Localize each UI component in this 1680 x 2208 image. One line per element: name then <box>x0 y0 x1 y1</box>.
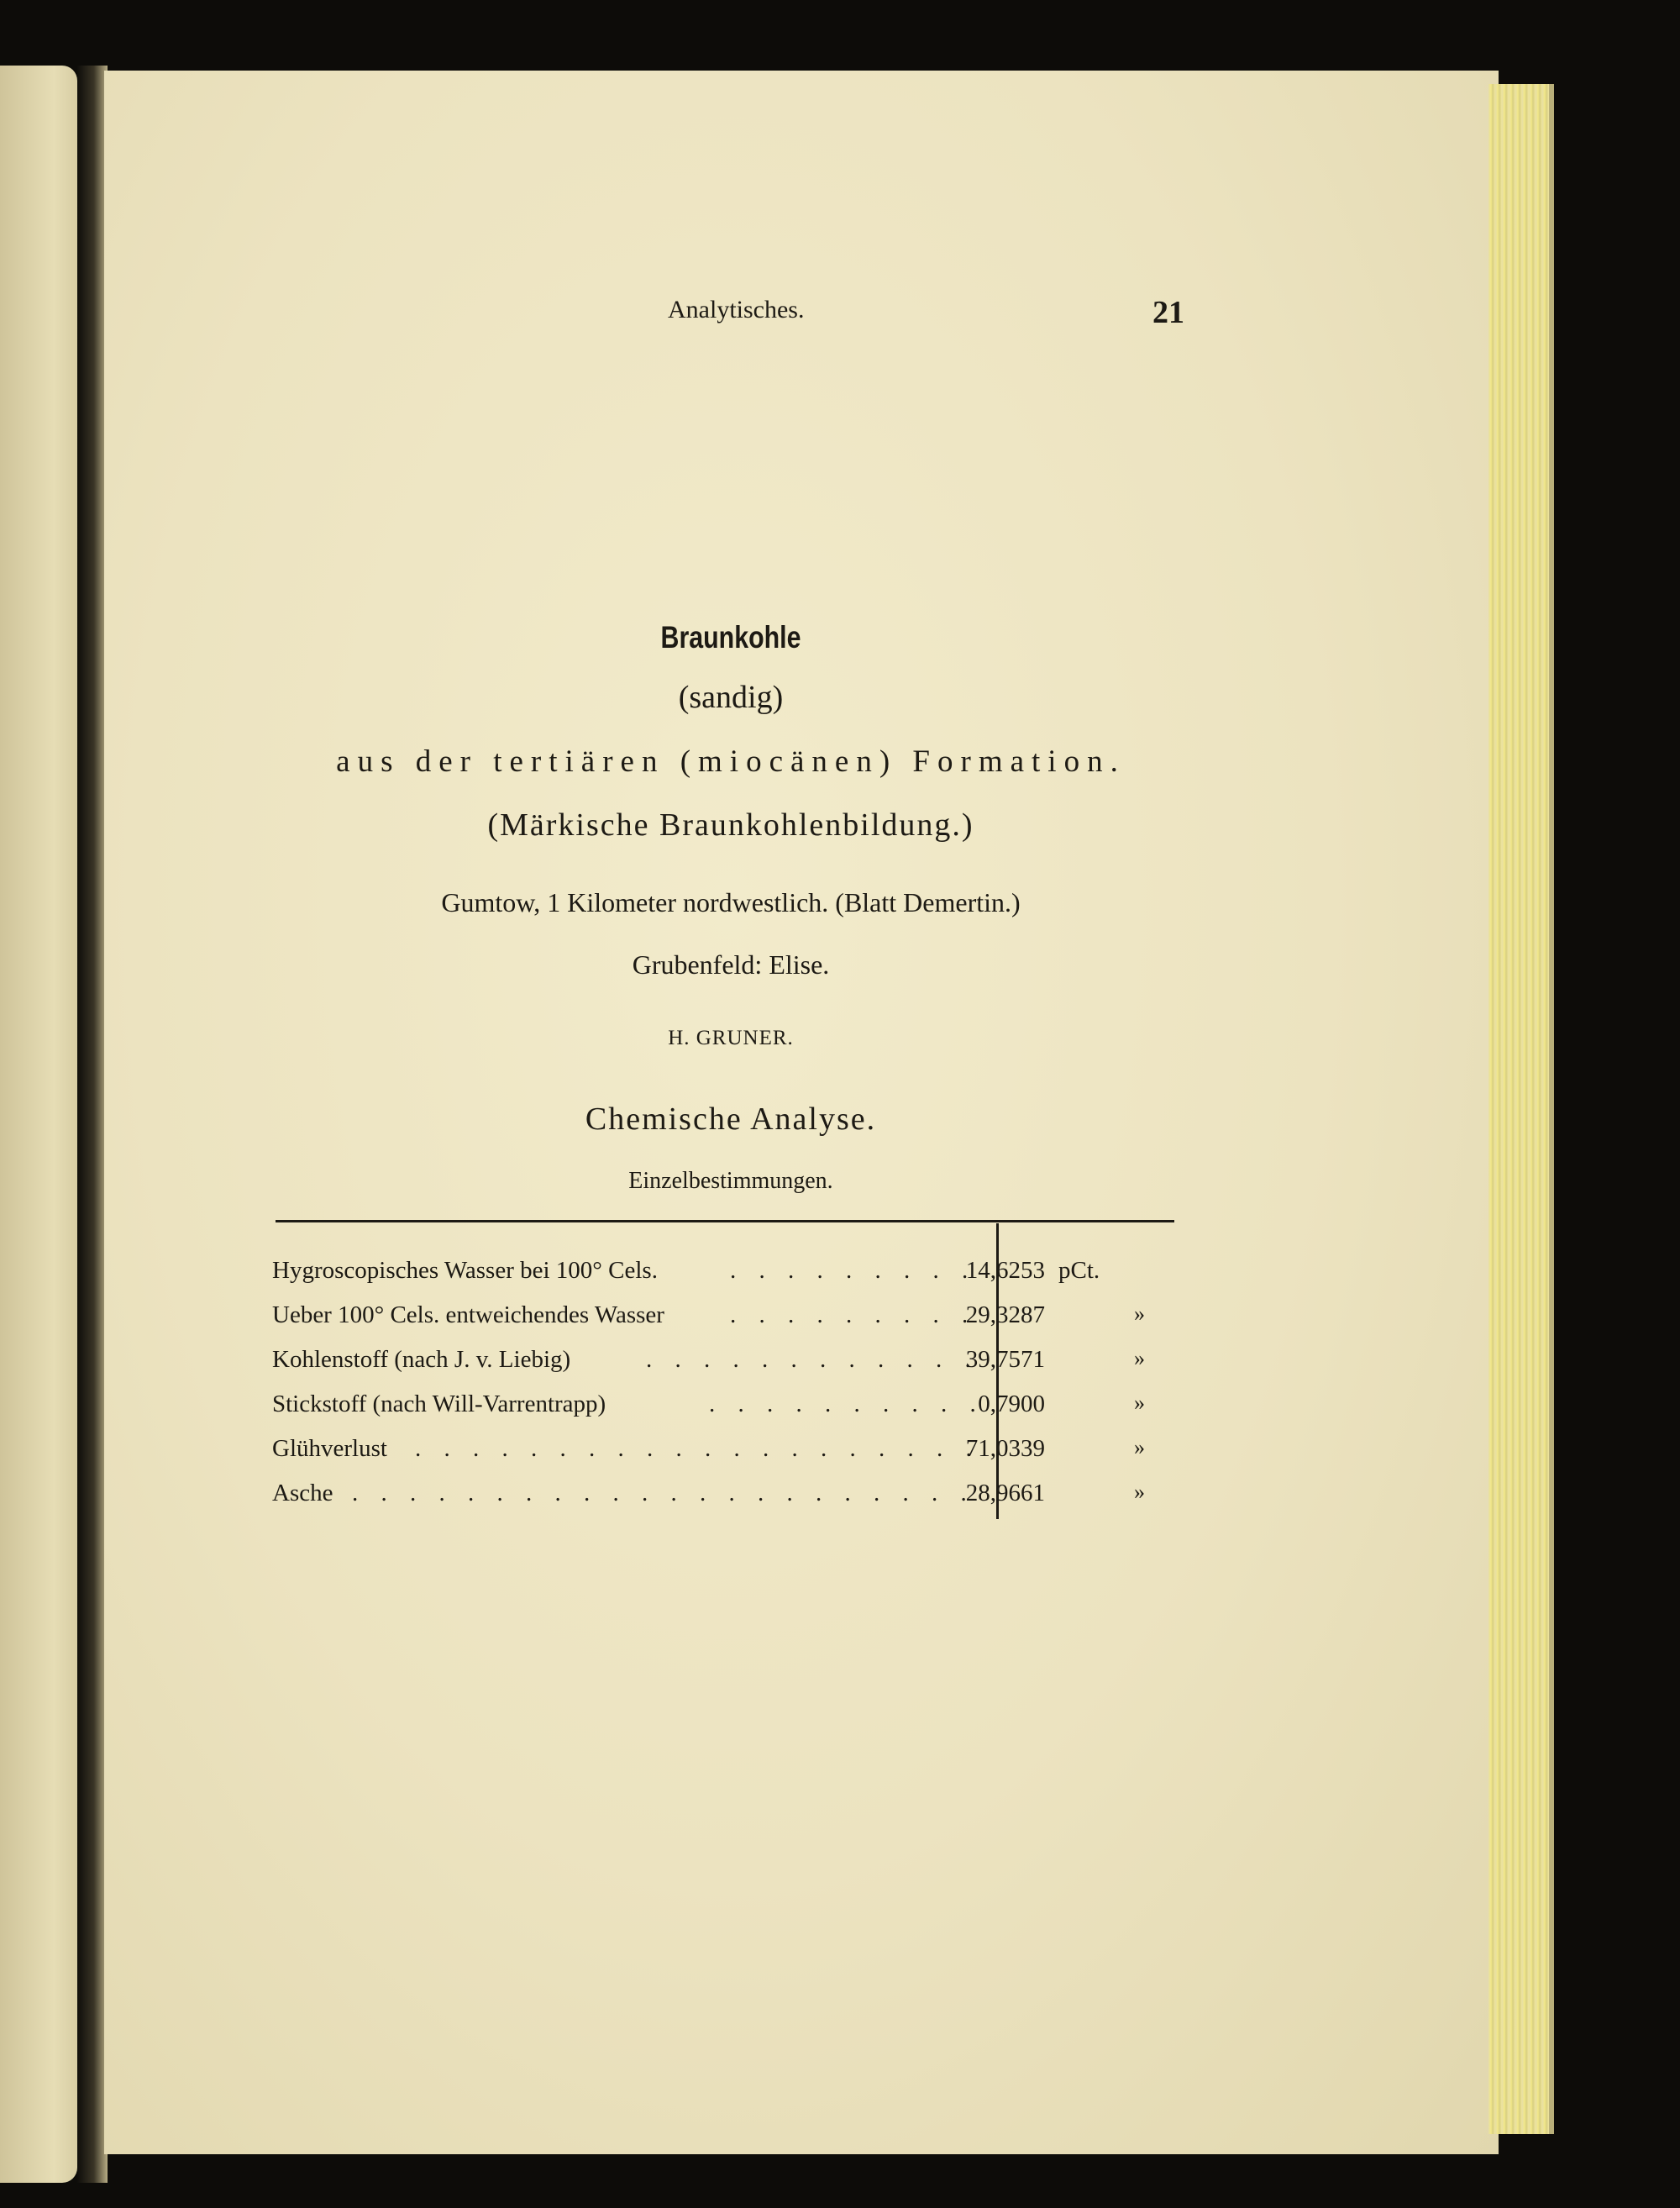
analysis-title: Chemische Analyse. <box>585 1101 877 1137</box>
row-value: 39,7571 <box>965 1346 1045 1373</box>
table-row <box>272 1435 1179 1474</box>
location-line: Gumtow, 1 Kilometer nordwestlich. (Blatt Demertin.) <box>441 887 1021 917</box>
dot-leader: . . . . . . . . . . . . <box>646 1346 979 1373</box>
dot-leader: . . . . . . . . . <box>730 1301 977 1328</box>
dot-leader: . . . . . . . . . <box>730 1257 977 1284</box>
row-unit: » <box>1134 1301 1145 1326</box>
grubenfeld-line: Grubenfeld: Elise. <box>632 949 830 980</box>
row-label: Kohlenstoff (nach J. v. Liebig) <box>272 1346 571 1373</box>
row-unit: pCt. <box>1058 1257 1100 1284</box>
page-edges <box>1488 84 1554 2134</box>
row-label: Asche <box>272 1480 333 1506</box>
row-value: 29,3287 <box>965 1301 1045 1328</box>
dot-leader: . . . . . . . . . . . . . . . . . . . . <box>415 1435 980 1462</box>
formation-subline: (Märkische Braunkohlenbildung.) <box>487 807 974 843</box>
row-value: 0,7900 <box>978 1391 1045 1417</box>
book-gutter <box>77 66 108 2183</box>
table-top-rule <box>276 1220 1174 1222</box>
table-row <box>272 1257 1179 1296</box>
table-row <box>272 1391 1179 1429</box>
analysis-subtitle: Einzelbestimmungen. <box>628 1168 833 1194</box>
row-unit: » <box>1134 1480 1145 1504</box>
row-unit: » <box>1134 1346 1145 1370</box>
row-value: 14,6253 <box>965 1257 1045 1284</box>
row-label: Glühverlust <box>272 1435 387 1462</box>
table-row <box>272 1301 1179 1340</box>
row-value: 71,0339 <box>965 1435 1045 1462</box>
row-unit: » <box>1134 1391 1145 1415</box>
document-subtitle: (sandig) <box>678 680 784 715</box>
analyst-name: H. GRUNER. <box>668 1027 794 1049</box>
document-title: Braunkohle <box>660 620 801 655</box>
row-value: 28,9661 <box>965 1480 1045 1506</box>
formation-line: aus der tertiären (miocänen) Formation. <box>336 744 1126 779</box>
row-unit: » <box>1134 1435 1145 1459</box>
table-row <box>272 1480 1179 1518</box>
row-label: Hygroscopisches Wasser bei 100° Cels. <box>272 1257 658 1284</box>
row-label: Ueber 100° Cels. entweichendes Wasser <box>272 1301 664 1328</box>
running-head: Analytisches. <box>668 296 805 323</box>
table-row <box>272 1346 1179 1385</box>
facing-page-edge <box>0 66 77 2183</box>
row-label: Stickstoff (nach Will-Varrentrapp) <box>272 1391 606 1417</box>
dot-leader: . . . . . . . . . . . . . . . . . . . . . . <box>352 1480 975 1506</box>
dot-leader: . . . . . . . . . . <box>709 1391 984 1417</box>
page-number: 21 <box>1152 295 1184 330</box>
